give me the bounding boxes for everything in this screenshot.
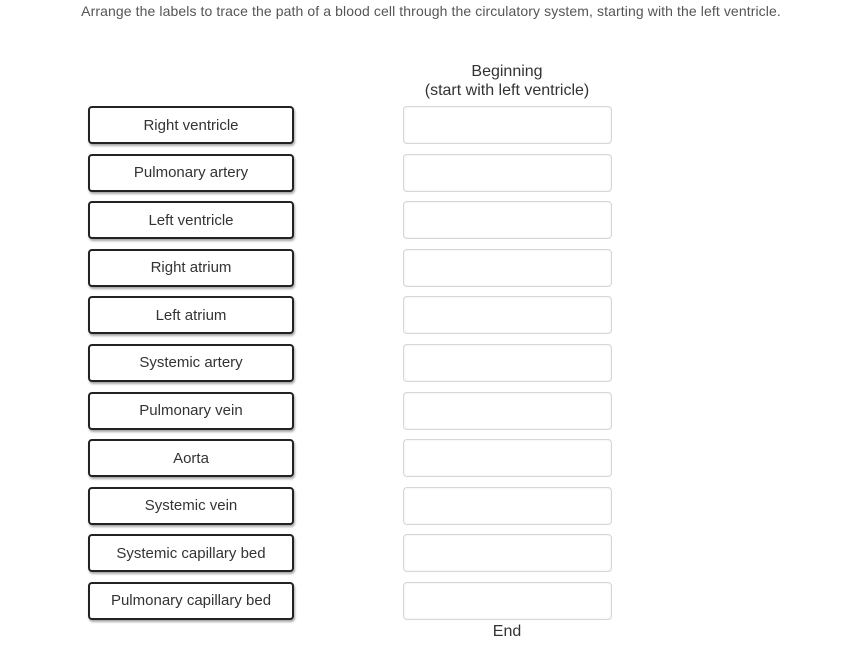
sequence-drop-zone (403, 106, 612, 630)
drop-slot[interactable] (403, 582, 612, 620)
draggable-label[interactable]: Pulmonary capillary bed (88, 582, 294, 620)
draggable-label[interactable]: Pulmonary artery (88, 154, 294, 192)
drop-slot[interactable] (403, 296, 612, 334)
draggable-label[interactable]: Systemic capillary bed (88, 534, 294, 572)
draggable-label[interactable]: Systemic artery (88, 344, 294, 382)
draggable-label[interactable]: Left ventricle (88, 201, 294, 239)
draggable-label[interactable]: Right ventricle (88, 106, 294, 144)
sequence-beginning-header (404, 62, 610, 100)
drop-slot[interactable] (403, 534, 612, 572)
drop-slot[interactable] (403, 249, 612, 287)
drop-slot[interactable] (403, 106, 612, 144)
draggable-label[interactable]: Right atrium (88, 249, 294, 287)
drop-slot[interactable] (403, 344, 612, 382)
draggable-label[interactable]: Aorta (88, 439, 294, 477)
drop-slot[interactable] (403, 201, 612, 239)
beginning-label: Beginning (471, 63, 543, 80)
instructions-text: Arrange the labels to trace the path of a blood cell through the circulatory system, starting with the left ventricle. (81, 3, 781, 19)
draggable-label[interactable]: Left atrium (88, 296, 294, 334)
drop-slot[interactable] (403, 154, 612, 192)
sequence-end-label: End (492, 623, 522, 640)
label-bank (88, 106, 294, 630)
beginning-hint: (start with left ventricle) (424, 82, 590, 99)
drop-slot[interactable] (403, 439, 612, 477)
draggable-label[interactable]: Systemic vein (88, 487, 294, 525)
draggable-label[interactable]: Pulmonary vein (88, 392, 294, 430)
drop-slot[interactable] (403, 392, 612, 430)
drop-slot[interactable] (403, 487, 612, 525)
